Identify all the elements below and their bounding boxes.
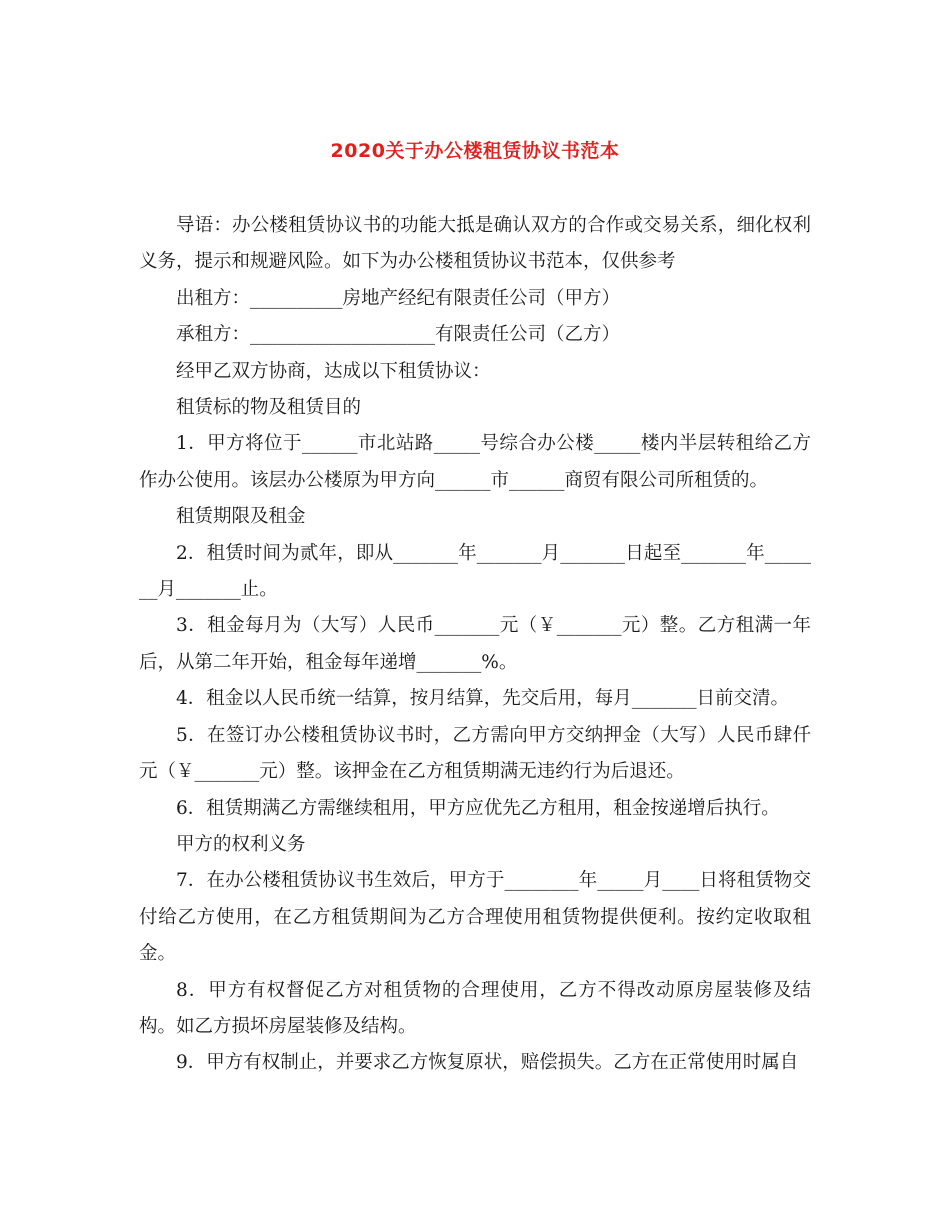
clause-9: 9．甲方有权制止，并要求乙方恢复原状，赔偿损失。乙方在正常使用时属自 xyxy=(176,1052,799,1074)
clause-3: 3．租金每月为（大写）人民币_______元（￥_______元）整。乙方租满一年后，从第二年开始，租金每年递增_______%。 xyxy=(139,615,811,673)
section-heading-subject: 租赁标的物及租赁目的 xyxy=(176,397,362,419)
clause-8: 8．甲方有权督促乙方对租赁物的合理使用，乙方不得改动原房屋装修及结构。如乙方损坏房屋装修及结构。 xyxy=(139,979,811,1037)
paragraph-lessor: 出租方：__________房地产经纪有限责任公司（甲方） xyxy=(176,287,621,309)
clause-5: 5．在签订办公楼租赁协议书时，乙方需向甲方交纳押金（大写）人民币肆仟元（￥_______元）整。该押金在乙方租赁期满无违约行为后退还。 xyxy=(139,724,811,783)
clause-6: 6．租赁期满乙方需继续租用，甲方应优先乙方租用，租金按递增后执行。 xyxy=(176,797,780,819)
clause-7: 7．在办公楼租赁协议书生效后，甲方于________年_____月____日将租赁物交付给乙方使用，在乙方租赁期间为乙方合理使用租赁物提供便利。按约定收取租金。 xyxy=(139,870,811,965)
paragraph-lessee: 承租方：____________________有限责任公司（乙方） xyxy=(176,324,621,346)
document-title: 2020关于办公楼租赁协议书范本 xyxy=(330,140,620,162)
clause-2: 2．租赁时间为贰年，即从_______年_______月_______日起至_______年_______月_______止。 xyxy=(139,542,811,601)
section-heading-lessor-rights: 甲方的权利义务 xyxy=(176,833,306,855)
clause-4: 4．租金以人民币统一结算，按月结算，先交后用，每月_______日前交清。 xyxy=(176,688,790,710)
paragraph-agreement: 经甲乙双方协商，达成以下租赁协议： xyxy=(176,360,491,382)
section-heading-term-rent: 租赁期限及租金 xyxy=(176,506,306,528)
clause-1: 1．甲方将位于______市北站路_____号综合办公楼_____楼内半层转租给乙方作办公使用。该层办公楼原为甲方向______市______商贸有限公司所租赁的。 xyxy=(139,433,811,491)
document-body xyxy=(139,208,811,1082)
paragraph-intro: 导语：办公楼租赁协议书的功能大抵是确认双方的合作或交易关系，细化权利义务，提示和规避风险。如下为办公楼租赁协议书范本，仅供参考 xyxy=(139,215,811,273)
